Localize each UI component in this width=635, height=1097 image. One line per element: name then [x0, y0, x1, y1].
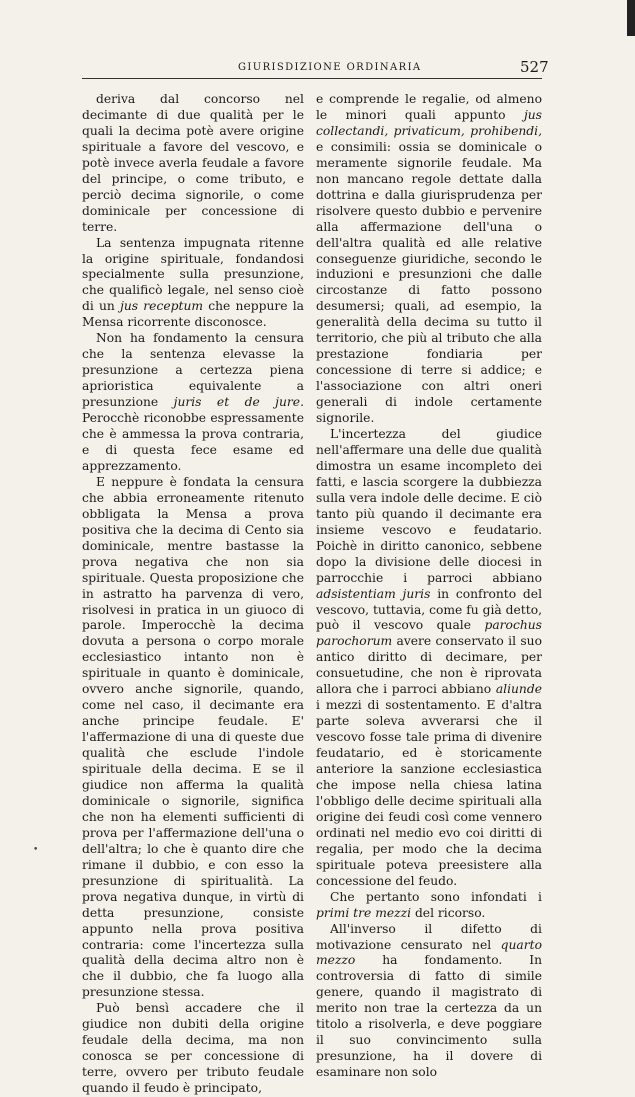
italic-phrase: adsistentiam juris [316, 586, 431, 601]
text-run: e consimili: ossia se dominicale o meramente signorile feudale. Ma non mancano regole dettate dalla dottrina e dalla giurisprudenza per risolvere questo dubbio e pervenire alla affermazione dell'una o dell'altra qualità ed alle relative conseguenze giuridiche, secondo le induzioni e presunzioni che dalle circostanze di fatto possono desumersi; quali, ad esempio, la generalità della decima su tutto il territorio, che più al tributo che alla prestazione fondiaria per concessione di terre si addice; e l'associazione con altri oneri generali di indole certamente signorile. [316, 139, 542, 426]
text-run: in confronto del vescovo, tuttavia, come fu già detto, può il vescovo quale [316, 586, 543, 633]
text-run: i mezzi di sostentamento. E d'altra parte soleva avverarsi che il vescovo fosse tale prima di divenire feudatario, ed è storicamente anteriore la sanzione ecclesiastica che impose nella chiesa latina l'obbligo delle decime spirituali alla origine dei feudi così come vennero ordinati nel medio evo coi diritti di regalia, per modo che la decima spirituale poteva preesistere alla concessione del feudo. [316, 698, 542, 888]
text-run: L'incertezza del giudice nell'affermare una delle due qualità dimostra un esame incompleto dei fatti, e lascia scorgere la dubbiezza sulla vera indole delle decime. E ciò tanto più quando il decimante era insieme vescovo e feudatario. Poichè in diritto canonico, sebbene dopo la divisione delle diocesi in parrocchie i parroci abbiano [316, 427, 542, 585]
italic-phrase: parochus parochorum [316, 618, 542, 649]
text-run: deriva dal concorso nel decimante di due qualità per le quali la decima potè avere origine spirituale a favore del vescovo, e potè invece averla feudale a favore del principe, o come tributo, e perciò decima signorile, o come dominicale per concessione di terre. [82, 92, 304, 234]
text-run: ha fondamento. In controversia di fatto di simile genere, quando il magistrato di merito non trae la certezza da un titolo a risolverla, e deve poggiare il suo convincimento sulla presunzione, ha il dovere di esaminare non solo [316, 953, 542, 1080]
text-run: Che pertanto sono infondati i [330, 889, 542, 904]
text-run: Può bensì accadere che il giudice non dubiti della origine feudale della decima, ma non conosca se per concessione di terre, ovvero per tributo feudale quando il feudo è principato, [82, 1001, 304, 1096]
paragraph [316, 92, 542, 427]
paragraph [82, 1001, 304, 1097]
paragraph [82, 475, 304, 1001]
paragraph [316, 427, 542, 890]
italic-phrase: juris et de jure [173, 395, 301, 410]
stray-ink-mark: • [33, 845, 39, 855]
text-run: E neppure è fondata la censura che abbia erroneamente ritenuto obbligata la Mensa a prova positiva che la decima di Cento sia dominicale, mentre bastasse la prova negativa che non sia spirituale. Questa proposizione che in astratto ha parvenza di vero, risolvesi in pratica in un giuoco di parole. Imperocchè la decima dovuta a persona o corpo morale ecclesiastico intanto non è spirituale in quanto è dominicale, ovvero anche signorile, quando, come nel caso, il decimante era anche principe feudale. E' l'affermazione di una di queste due qualità che esclude l'indole spirituale della decima. E se il giudice non afferma la qualità dominicale o signorile, significa che non ha elementi sufficienti di prova per l'affermazione dell'una o dell'altra; lo che è quanto dire che rimane il dubbio, e con esso la presunzione di spiritualità. La prova negativa dunque, in virtù di detta presunzione, consiste appunto nella prova positiva contraria: come l'incertezza sulla qualità della decima altro non è che il dubbio, che fa luogo alla presunzione stessa. [82, 474, 304, 1000]
text-run: del ricorso. [411, 905, 486, 920]
page-number: 527 [520, 58, 549, 76]
text-run: All'inverso il difetto di motivazione censurato nel [316, 921, 542, 952]
text-run: avere conservato il suo antico diritto di decimare, per consuetudine, che non è riprovata allora che i parroci abbiano [316, 634, 542, 697]
paragraph [316, 890, 542, 922]
left-text-column [82, 92, 304, 1097]
paragraph [82, 331, 304, 475]
text-run: e comprende le regalie, od almeno le minori quali appunto [316, 92, 542, 122]
italic-phrase: primi tre mezzi [316, 905, 412, 920]
text-run: che neppure la Mensa ricorrente disconosce. [82, 299, 305, 330]
header-rule [82, 78, 542, 79]
paragraph [316, 922, 542, 1082]
text-run: La sentenza impugnata ritenne la origine spirituale, fondandosi specialmente sulla presunzione, che qualificò legale, nel senso cioè di un [82, 235, 304, 314]
text-run: . Perocchè riconobbe espressamente che è ammessa la prova contraria, e di questa fece esame ed apprezzamento. [82, 395, 304, 473]
scan-edge-mark [627, 0, 635, 36]
running-header: GIURISDIZIONE ORDINARIA [238, 62, 422, 73]
paragraph [82, 92, 304, 236]
text-run: Non ha fondamento la censura che la sentenza elevasse la presunzione a certezza piena aprioristica equivalente a presunzione [82, 331, 304, 410]
italic-phrase: jus collectandi, privaticum, prohibendi, [316, 107, 542, 138]
paragraph [82, 236, 304, 332]
italic-phrase: jus receptum [120, 299, 204, 314]
italic-phrase: quarto mezzo [316, 937, 542, 968]
italic-phrase: aliunde [495, 682, 542, 697]
right-text-column [316, 92, 542, 1081]
